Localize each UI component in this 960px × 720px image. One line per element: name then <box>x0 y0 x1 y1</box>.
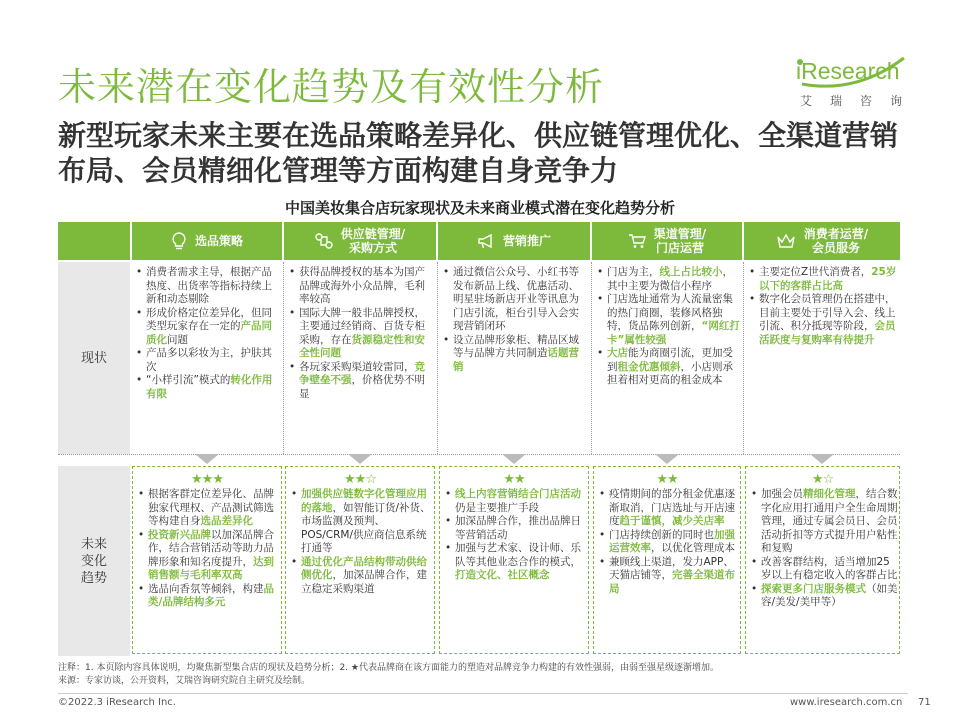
page-number: 71 <box>918 697 931 708</box>
bullet-item: • 通过优化产品结构带动供给侧优化，加深品牌合作，建立稳定采购渠道 <box>289 556 433 597</box>
column-divider <box>283 262 284 454</box>
highlight-text: 竞争壁垒不强 <box>299 360 425 386</box>
bullet-item: • 疫情期间的部分租金优惠逐渐取消，门店选址与开店速度趋于谨慎，减少关店率 <box>597 488 739 529</box>
bullet-item: • 加强会员精细化管理，结合数字化应用打通用户全生命周期管理，通过专属会员日、会员活动折扣等方式提升用户粘性和复购 <box>749 488 898 556</box>
bullet-list <box>134 266 280 401</box>
crown-icon <box>776 233 796 249</box>
bullet-item: • 投资新兴品牌以加深品牌合作，结合营销活动等助力品牌形象和知名度提升，达到销售额与毛利率双高 <box>136 529 280 583</box>
highlight-text: 通过优化产品结构带动供给侧优化 <box>301 555 427 581</box>
bullet-list <box>595 266 741 388</box>
column-header-supply-chain <box>284 222 436 260</box>
notes <box>58 662 719 688</box>
footer-divider <box>58 693 908 694</box>
bullet-item: • 获得品牌授权的基本为国产品牌或海外小众品牌，毛利率较高 <box>287 266 435 307</box>
row-divider <box>58 454 900 455</box>
highlight-text: 精细化管理 <box>803 488 856 500</box>
highlight-text: 会员活跃度与复购率有待提升 <box>759 320 896 346</box>
highlight-text: 探索更多门店服务模式 <box>761 582 866 595</box>
page-title: 未来潜在变化趋势及有效性分析 <box>58 65 605 109</box>
future-cell-membership <box>749 488 898 610</box>
highlight-text: 投资新兴品牌 <box>148 528 211 541</box>
bullet-item: • 线上内容营销结合门店活动仍是主要推广手段 <box>443 488 587 515</box>
bullet-item: • 形成价格定位差异化，但同类型玩家存在一定的产品同质化问题 <box>134 307 280 348</box>
column-header-label: 消费者运营/ 会员服务 <box>803 227 869 255</box>
shopping-cart-icon <box>628 233 646 249</box>
bullet-item: • 兼顾线上渠道，发力APP、天猫店铺等，完善全渠道布局 <box>597 556 739 597</box>
bullet-item: • 门店为主，线上占比较小，其中主要为微信小程序 <box>595 266 741 293</box>
header-corner <box>58 222 130 260</box>
column-header-label: 供应链管理/ 采购方式 <box>340 227 406 255</box>
down-arrow-icon <box>348 454 372 464</box>
lightbulb-icon <box>171 232 187 250</box>
current-cell-supply-chain <box>287 266 435 401</box>
star-rating: ★☆ <box>811 472 834 487</box>
supply-chain-icon <box>315 233 333 249</box>
highlight-text: 线上内容营销结合门店活动 <box>455 488 581 500</box>
bullet-item: • 改善客群结构，适当增加25岁以上有稳定收入的客群占比 <box>749 556 898 583</box>
bullet-item: • 加强供应链数字化管理应用的落地，如智能订货/补货、市场监测及预判、POS/CRM/供应商信息系统打通等 <box>289 488 433 556</box>
bullet-list <box>747 266 899 347</box>
bullet-list <box>136 488 280 610</box>
highlight-text: “网红打卡”属性较强 <box>607 320 740 346</box>
highlight-text: 话题营销 <box>453 347 579 373</box>
column-divider <box>743 262 744 454</box>
column-header-label: 选品策略 <box>194 234 243 248</box>
column-divider <box>437 262 438 454</box>
down-arrow-icon <box>655 454 679 464</box>
highlight-text: 租金优惠倾斜 <box>617 360 681 373</box>
highlight-text: 趋于谨慎，减少关店率 <box>619 515 725 527</box>
current-cell-marketing <box>441 266 589 374</box>
table-title: 中国美妆集合店玩家现状及未来商业模式潜在变化趋势分析 <box>284 199 675 217</box>
highlight-text: 加强运营效率 <box>609 528 735 554</box>
bullet-item: • 门店持续创新的同时也加强运营效率，以优化管理成本 <box>597 529 739 556</box>
column-header-membership <box>744 222 900 260</box>
iresearch-logo <box>796 54 921 114</box>
bullet-item: • 门店选址通常为人流量密集的热门商圈，装修风格独特，货品陈列创新，“网红打卡”属性较强 <box>595 293 741 347</box>
website-link[interactable]: www.iresearch.com.cn <box>790 697 903 708</box>
bullet-item: • 大店能为商圈引流，更加受到租金优惠倾斜，小店则承担着相对更高的租金成本 <box>595 347 741 388</box>
highlight-text: 加强供应链数字化管理应用的落地 <box>301 488 427 514</box>
bullet-item: • 选品向香氛等倾斜，构建品类/品牌结构多元 <box>136 583 280 610</box>
down-arrow-icon <box>195 454 219 464</box>
highlight-text: 品类/品牌结构多元 <box>148 582 274 608</box>
highlight-text: 25岁以下的客群占比高 <box>759 266 897 292</box>
bullet-item: • 各玩家采购渠道较雷同，竞争壁垒不强，价格优势不明显 <box>287 361 435 402</box>
bullet-item: • 主要定位Z世代消费者，25岁以下的客群占比高 <box>747 266 899 293</box>
column-header-channel <box>592 222 742 260</box>
column-divider <box>591 262 592 454</box>
highlight-text: 线上占比较小 <box>659 266 723 278</box>
bullet-item: • 国际大牌一般非品牌授权，主要通过经销商、百货专柜采购，存在货源稳定性和安全性问题 <box>287 307 435 361</box>
future-cell-selection <box>136 488 280 610</box>
column-header-marketing <box>438 222 590 260</box>
bullet-item: • 加强与艺术家、设计师、乐队等其他业态合作的模式，打造文化、社区概念 <box>443 542 587 583</box>
copyright: ©2022.3 iResearch Inc. <box>58 697 176 708</box>
column-header-label: 渠道管理/ 门店运营 <box>653 227 707 255</box>
bullet-list <box>441 266 589 374</box>
highlight-text: 达到销售额与毛利率双高 <box>148 555 274 581</box>
highlight-text: 货源稳定性和安全性问题 <box>299 333 425 359</box>
bullet-list <box>597 488 739 596</box>
star-rating: ★★ <box>656 472 678 487</box>
bullet-item: • 根据客群定位差异化、品牌独家代理权、产品测试筛选等构建自身选品差异化 <box>136 488 280 529</box>
note-line: 注释：1. 本页除内容具体说明，均聚焦新型集合店的现状及趋势分析；2. ★代表品牌商在该方面能力的塑造对品牌竞争力构建的有效性强弱，由弱至强星级逐渐增加。 <box>58 663 719 673</box>
star-rating: ★★☆ <box>344 472 376 487</box>
bullet-item: • 设立品牌形象柜、精品区域等与品牌方共同制造话题营销 <box>441 334 589 375</box>
bullet-item: • 探索更多门店服务模式（如美容/美发/美甲等） <box>749 583 898 610</box>
highlight-text: 转化作用有限 <box>146 374 273 400</box>
future-cell-supply-chain <box>289 488 433 596</box>
highlight-text: 选品差异化 <box>200 515 253 527</box>
source-line: 来源：专家访谈，公开资料，艾瑞咨询研究院自主研究及绘制。 <box>58 676 311 686</box>
bullet-list <box>289 488 433 596</box>
column-header-label: 营销推广 <box>502 234 551 248</box>
bullet-list <box>749 488 898 610</box>
logo-brand: iResearch <box>796 58 900 84</box>
page-subtitle: 新型玩家未来主要在选品策略差异化、供应链管理优化、全渠道营销布局、会员精细化管理等方面构建自身竞争力 <box>58 119 899 187</box>
bullet-item: • “小样引流”模式的转化作用有限 <box>134 374 280 401</box>
bullet-item: • 消费者需求主导，根据产品热度、出货率等指标持续上新和动态剔除 <box>134 266 280 307</box>
current-cell-channel <box>595 266 741 388</box>
logo-subtitle: 艾瑞咨询 <box>800 94 921 108</box>
bullet-item: • 产品多以彩妆为主，护肤其次 <box>134 347 280 374</box>
highlight-text: 产品同质化 <box>146 320 272 346</box>
bullet-list <box>443 488 587 583</box>
bullet-item: • 数字化会员管理仍在搭建中，目前主要处于引导入会、线上引流、积分抵现等阶段，会员活跃度与复购率有待提升 <box>747 293 899 347</box>
future-cell-marketing <box>443 488 587 583</box>
megaphone-icon <box>477 233 495 249</box>
highlight-text: 完善全渠道布局 <box>609 569 735 595</box>
star-rating: ★★ <box>503 472 525 487</box>
bullet-item: • 通过微信公众号、小红书等发布新品上线、优惠活动、明星驻场新店开业等讯息为门店引流，柜台引导入会实现营销闭环 <box>441 266 589 334</box>
highlight-text: 打造文化、社区概念 <box>455 569 550 581</box>
column-header-selection <box>132 222 282 260</box>
row-label-current: 现状 <box>58 262 130 454</box>
down-arrow-icon <box>810 454 834 464</box>
highlight-text: 大店 <box>607 347 628 359</box>
down-arrow-icon <box>502 454 526 464</box>
row-label-future: 未来 变化 趋势 <box>58 466 130 656</box>
bullet-list <box>287 266 435 401</box>
current-cell-membership <box>747 266 899 347</box>
current-cell-selection <box>134 266 280 401</box>
bullet-item: • 加深品牌合作，推出品牌日等营销活动 <box>443 515 587 542</box>
future-cell-channel <box>597 488 739 596</box>
star-rating: ★★★ <box>191 472 223 487</box>
